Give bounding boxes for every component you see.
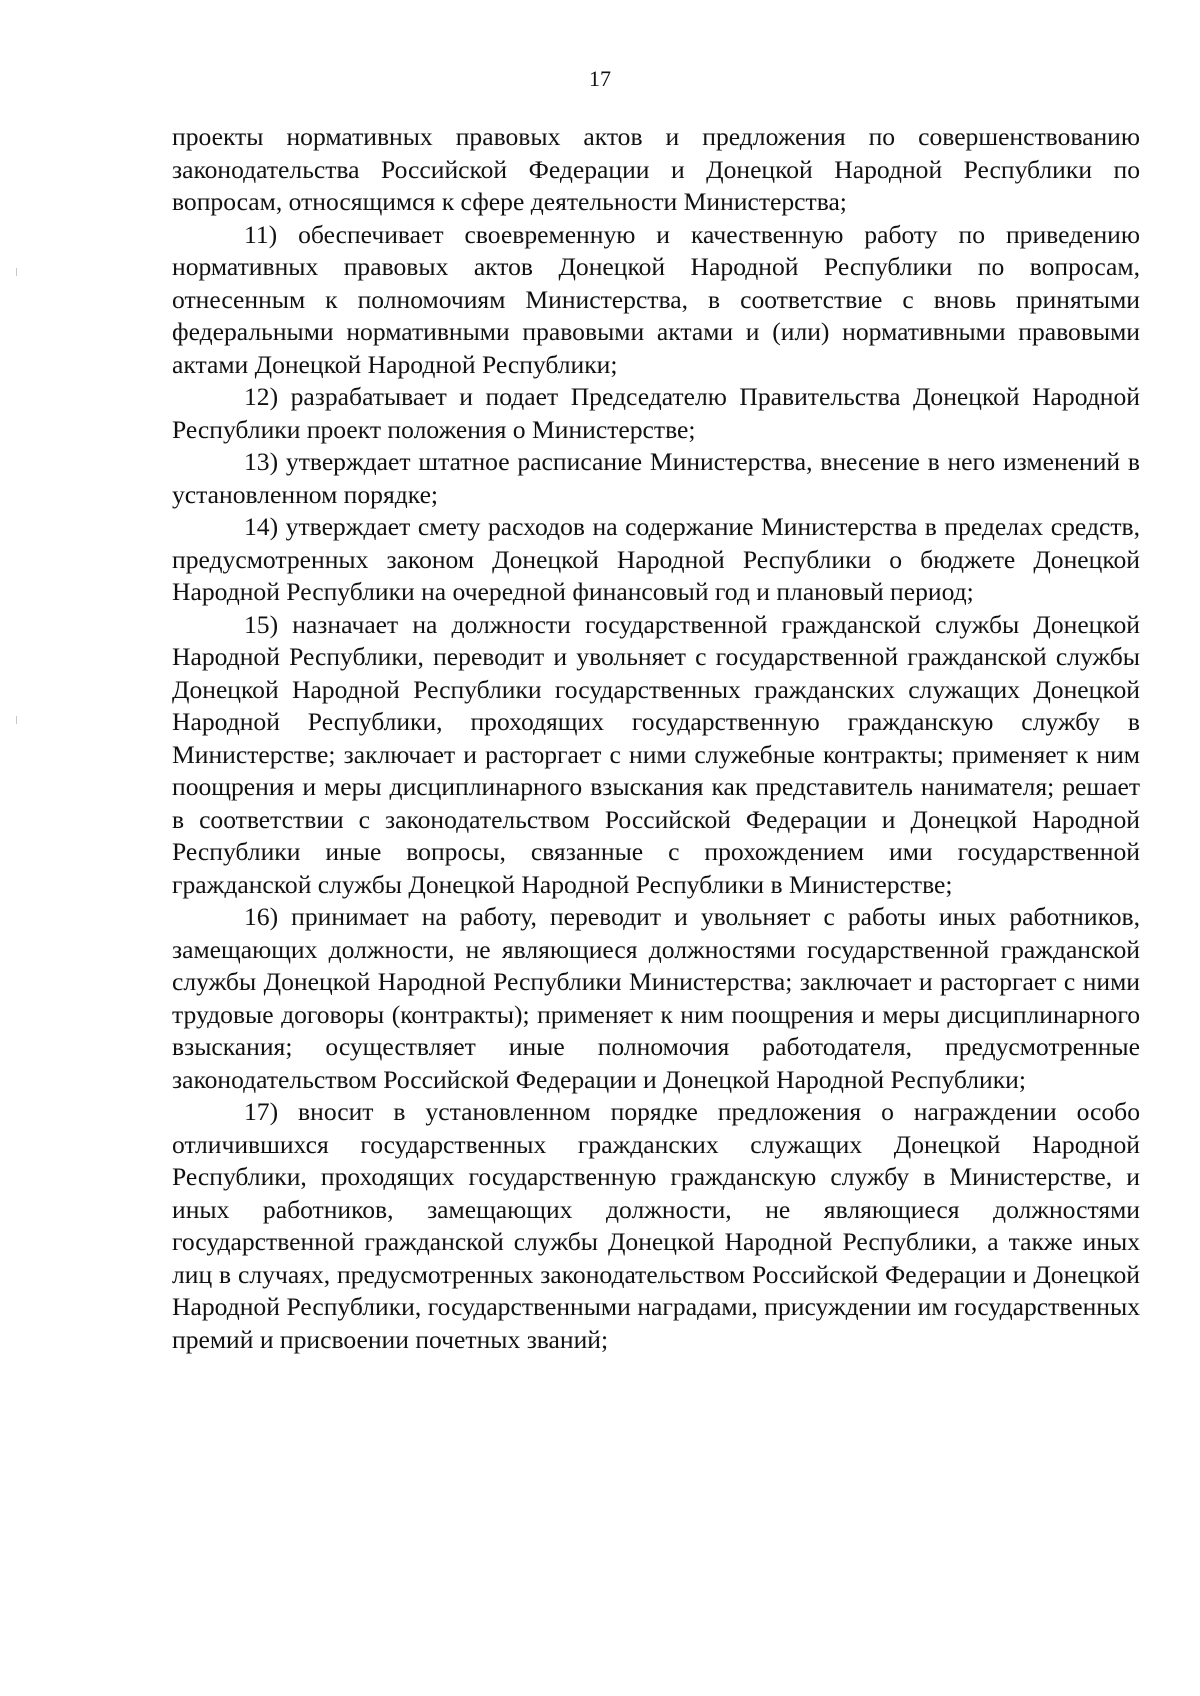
- scan-artifact: [16, 716, 17, 724]
- paragraph-item-16: 16) принимает на работу, переводит и увольняет с работы иных работников, замещающих должности, не являющиеся должностями государственной гражданской службы Донецкой Народной Республики Министерства; заключает и расторгает с ними трудовые договоры (контракты); применяет к ним поощрения и меры дисциплинарного взыскания; осуществляет иные полномочия работодателя, предусмотренные законодательством Российской Федерации и Донецкой Народной Республики;: [172, 902, 1140, 1094]
- paragraph-item-14: 14) утверждает смету расходов на содержание Министерства в пределах средств, предусмотренных законом Донецкой Народной Республики о бюджете Донецкой Народной Республики на очередной финансовый год и плановый период;: [172, 512, 1140, 606]
- paragraph-item-12: 12) разрабатывает и подает Председателю Правительства Донецкой Народной Республики проект положения о Министерстве;: [172, 382, 1140, 444]
- document-body: [172, 121, 1140, 1356]
- page-number: 17: [589, 66, 611, 91]
- scan-artifact: [16, 268, 17, 276]
- paragraph-continuation: проекты нормативных правовых актов и предложения по совершенствованию законодательства Российской Федерации и Донецкой Народной Республики по вопросам, относящимся к сфере деятельности Министерства;: [172, 122, 1140, 216]
- paragraph-item-11: 11) обеспечивает своевременную и качественную работу по приведению нормативных правовых актов Донецкой Народной Республики по вопросам, отнесенным к полномочиям Министерства, в соответствие с вновь принятыми федеральными нормативными правовыми актами и (или) нормативными правовыми актами Донецкой Народной Республики;: [172, 219, 1140, 379]
- paragraph-item-17: 17) вносит в установленном порядке предложения о награждении особо отличившихся государственных гражданских служащих Донецкой Народной Республики, проходящих государственную гражданскую службу в Министерстве, и иных работников, замещающих должности, не являющиеся должностями государственной гражданской службы Донецкой Народной Республики, а также иных лиц в случаях, предусмотренных законодательством Российской Федерации и Донецкой Народной Республики, государственными наградами, присуждении им государственных премий и присвоении почетных званий;: [172, 1097, 1140, 1354]
- paragraph-item-15: 15) назначает на должности государственной гражданской службы Донецкой Народной Республики, переводит и увольняет с государственной гражданской службы Донецкой Народной Республики государственных гражданских служащих Донецкой Народной Республики, проходящих государственную гражданскую службу в Министерстве; заключает и расторгает с ними служебные контракты; применяет к ним поощрения и меры дисциплинарного взыскания как представитель нанимателя; решает в соответствии с законодательством Российской Федерации и Донецкой Народной Республики иные вопросы, связанные с прохождением ими государственной гражданской службы Донецкой Народной Республики в Министерстве;: [172, 609, 1140, 899]
- paragraph-item-13: 13) утверждает штатное расписание Министерства, внесение в него изменений в установленном порядке;: [172, 447, 1140, 509]
